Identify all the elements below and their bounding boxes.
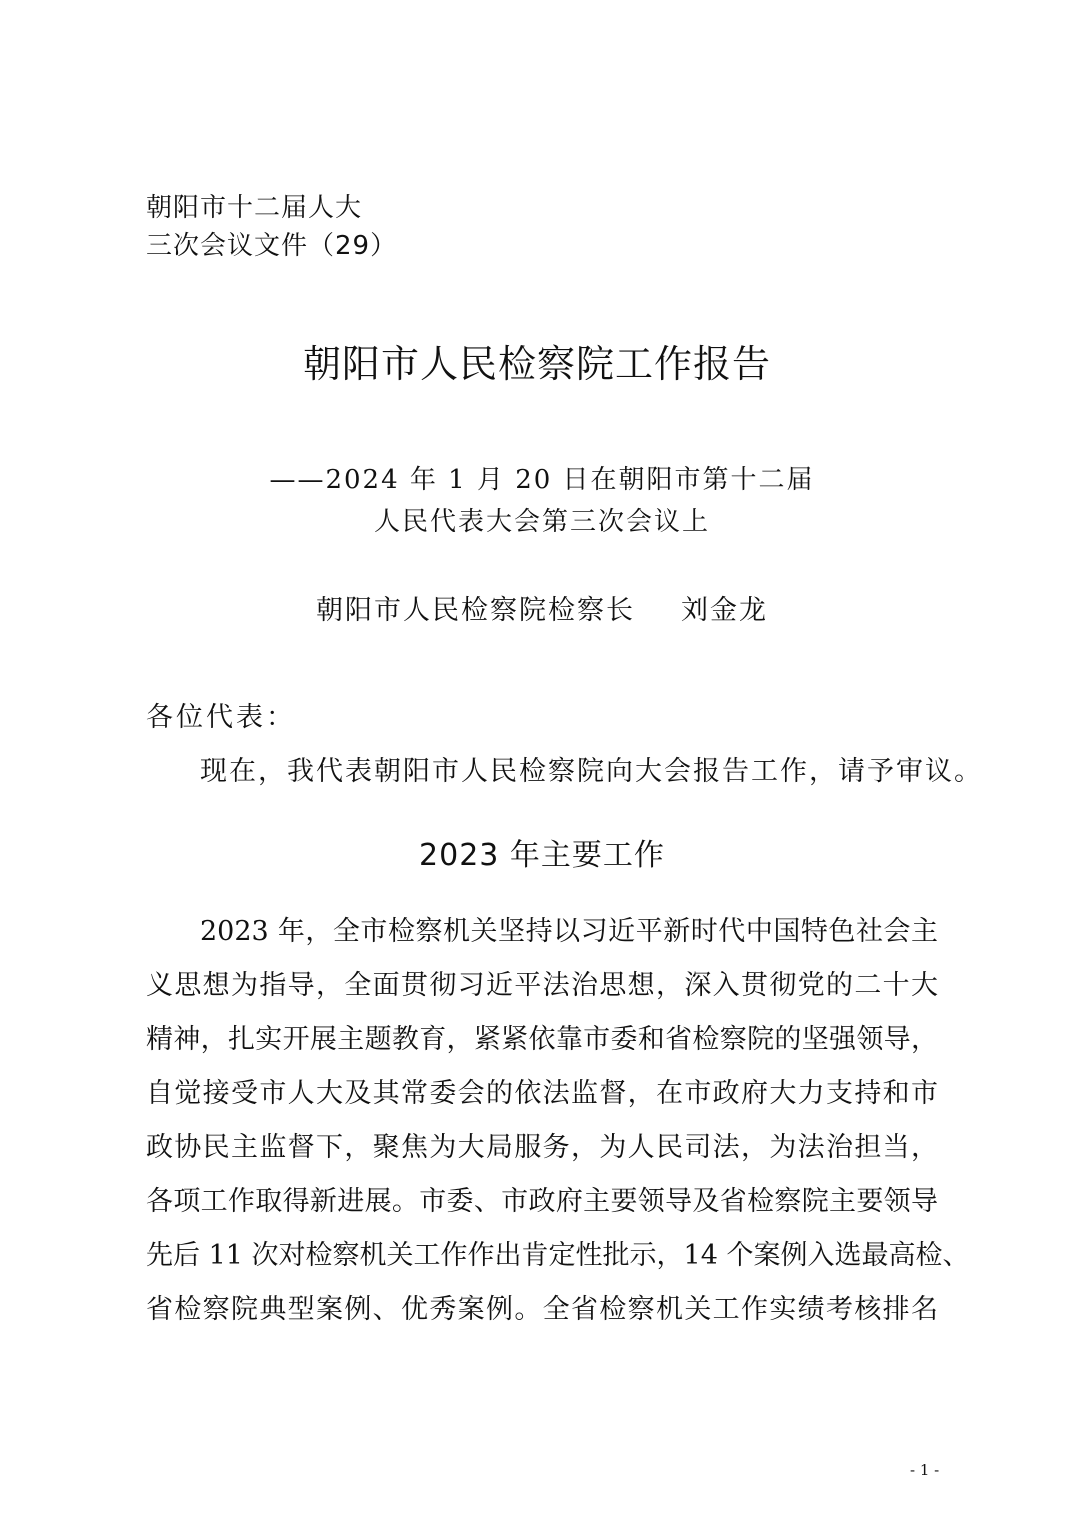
opening-paragraph: 现在，我代表朝阳市人民检察院向大会报告工作，请予审议。 [200,756,983,787]
page-number: - 1 - [910,1461,940,1479]
subtitle-line2: 人民代表大会第三次会议上 [373,507,710,537]
body-line: 自觉接受市人大及其常委会的依法监督，在市政府大力支持和市 [146,1078,938,1109]
body-line: 2023 年，全市检察机关坚持以习近平新时代中国特色社会主 [200,916,938,947]
salutation: 各位代表： [146,702,296,733]
author-position: 朝阳市人民检察院检察长 [316,595,635,626]
body-line: 政协民主监督下，聚焦为大局服务，为人民司法，为法治担当， [146,1132,938,1163]
document-label-line1: 朝阳市十二届人大 [146,193,363,223]
body-line: 各项工作取得新进展。市委、市政府主要领导及省检察院主要领导 [146,1186,938,1217]
section-heading: 2023 年主要工作 [419,838,665,873]
subtitle-line1: ——2024 年 1 月 20 日在朝阳市第十二届 [269,465,815,495]
body-line: 先后 11 次对检察机关工作作出肯定性批示，14 个案例入选最高检、 [146,1240,970,1271]
report-title: 朝阳市人民检察院工作报告 [302,342,771,386]
body-line: 义思想为指导，全面贯彻习近平法治思想，深入贯彻党的二十大 [146,970,938,1001]
body-line: 省检察院典型案例、优秀案例。全省检察机关工作实绩考核排名 [146,1294,938,1325]
author-line [0,591,1074,631]
author-name: 刘金龙 [681,595,768,626]
body-line: 精神，扎实开展主题教育，紧紧依靠市委和省检察院的坚强领导， [146,1024,938,1055]
document-label-line2: 三次会议文件（29） [146,231,398,261]
